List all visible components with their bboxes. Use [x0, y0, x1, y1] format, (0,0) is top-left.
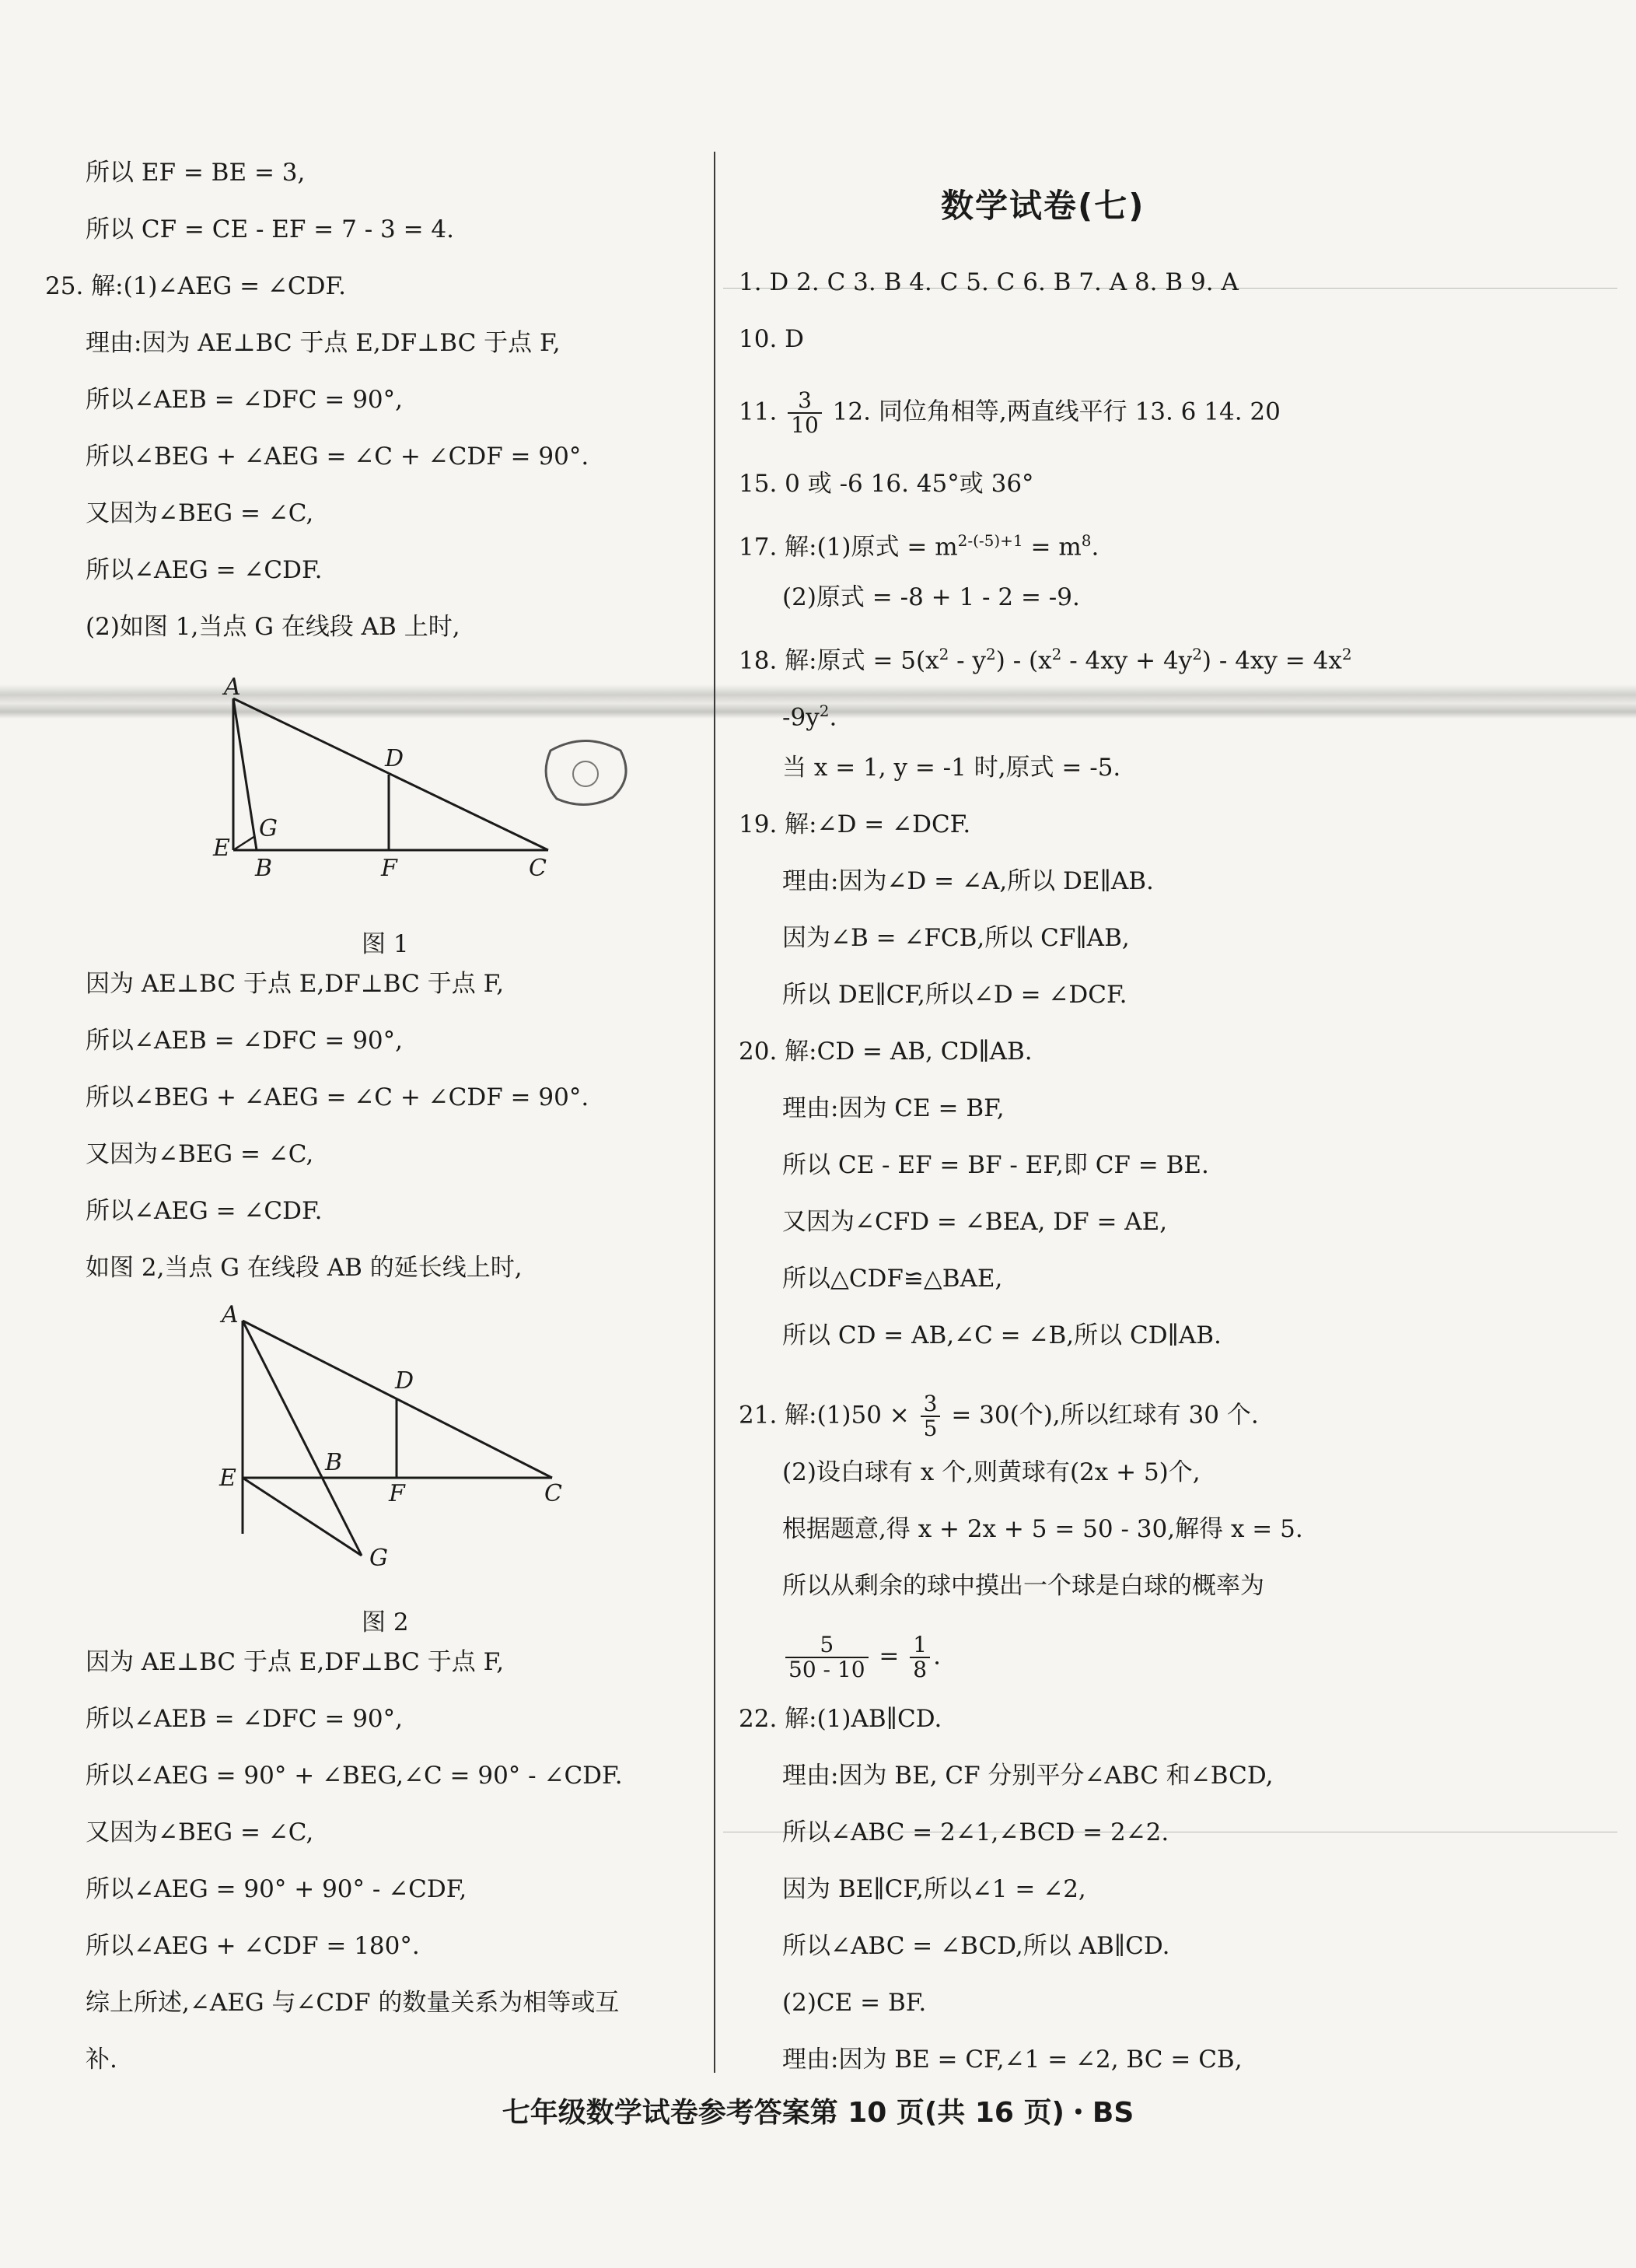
text-line: 所以∠ABC = 2∠1,∠BCD = 2∠2. — [782, 1818, 1169, 1846]
text-line: 理由:因为 BE, CF 分别平分∠ABC 和∠BCD, — [782, 1762, 1274, 1790]
figure-1-caption: 图 1 — [362, 930, 409, 958]
column-divider — [714, 152, 715, 2073]
fraction-denominator: 8 — [913, 1657, 928, 1682]
expr: 17. 解:(1)原式 = m — [739, 533, 958, 562]
text-line: 所以 CF = CE - EF = 7 - 3 = 4. — [86, 215, 455, 243]
text-line — [739, 639, 1352, 676]
figure-1-label: C — [529, 855, 547, 882]
figure-1-label: F — [381, 855, 397, 882]
figure-2-caption: 图 2 — [362, 1608, 409, 1636]
text-line: 又因为∠BEG = ∠C, — [86, 1140, 314, 1168]
text-line: 所以∠BEG + ∠AEG = ∠C + ∠CDF = 90°. — [86, 1083, 589, 1111]
text-line: 所以∠AEB = ∠DFC = 90°, — [86, 386, 403, 414]
expr-exponent: 2 — [1341, 645, 1352, 663]
page-title: 数学试卷(七) — [941, 187, 1145, 225]
figure-1-diagram — [194, 669, 568, 902]
expr: . — [1091, 533, 1099, 562]
fraction — [910, 1633, 930, 1682]
text-line: (2)如图 1,当点 G 在线段 AB 上时, — [86, 613, 460, 641]
fraction-denominator: 50 - 10 — [788, 1657, 865, 1682]
fraction — [788, 389, 822, 437]
text-line: 所以 EF = BE = 3, — [86, 159, 306, 187]
figure-1-label: E — [213, 835, 230, 862]
expr: 21. 解:(1)50 × — [739, 1401, 910, 1430]
text-line: 所以∠ABC = ∠BCD,所以 AB∥CD. — [782, 1932, 1170, 1960]
figure-1-label: B — [255, 855, 273, 882]
figure-1-label: G — [259, 815, 278, 842]
text-line: 因为 AE⊥BC 于点 E,DF⊥BC 于点 F, — [86, 970, 505, 998]
text-line — [739, 1392, 1259, 1440]
expr-exponent: 2 — [986, 645, 996, 663]
expr: - y — [949, 646, 987, 675]
expr: 18. 解:原式 = 5(x — [739, 646, 939, 675]
fraction-numerator: 3 — [921, 1392, 941, 1417]
text-line: 所以从剩余的球中摸出一个球是白球的概率为 — [782, 1572, 1264, 1600]
figure-1-label: D — [385, 745, 404, 772]
figure-1-label: A — [224, 674, 241, 701]
text-line — [739, 389, 1281, 437]
figure-2-label: F — [389, 1480, 405, 1507]
expr-exponent: 2 — [819, 702, 830, 720]
text-line: 理由:因为 AE⊥BC 于点 E,DF⊥BC 于点 F, — [86, 329, 561, 357]
text-line: 1. D 2. C 3. B 4. C 5. C 6. B 7. A 8. B 9. A — [739, 268, 1239, 296]
figure-2-label: B — [325, 1449, 343, 1476]
text-line: 所以 DE∥CF,所以∠D = ∠DCF. — [782, 981, 1127, 1009]
text-line: 因为 BE∥CF,所以∠1 = ∠2, — [782, 1875, 1086, 1903]
expr-exponent: 2 — [939, 645, 949, 663]
text-line: (2)设白球有 x 个,则黄球有(2x + 5)个, — [782, 1458, 1201, 1486]
text-line: 理由:因为 BE = CF,∠1 = ∠2, BC = CB, — [782, 2046, 1243, 2074]
text-line: 所以 CD = AB,∠C = ∠B,所以 CD∥AB. — [782, 1321, 1222, 1349]
figure-2-diagram — [202, 1299, 575, 1579]
expr-exponent: 2-(-5)+1 — [957, 531, 1023, 550]
expr: = m — [1030, 533, 1082, 562]
text-line: 如图 2,当点 G 在线段 AB 的延长线上时, — [86, 1254, 523, 1282]
expr: = — [879, 1642, 900, 1671]
text-line: 因为∠B = ∠FCB,所以 CF∥AB, — [782, 924, 1130, 952]
text-line: 综上所述,∠AEG 与∠CDF 的数量关系为相等或互 — [86, 1989, 620, 2017]
figure-2-label: E — [219, 1465, 236, 1492]
text-line: 因为 AE⊥BC 于点 E,DF⊥BC 于点 F, — [86, 1648, 505, 1676]
expr: - 4xy + 4y — [1061, 646, 1193, 675]
fraction — [921, 1392, 941, 1440]
text-line: 所以∠BEG + ∠AEG = ∠C + ∠CDF = 90°. — [86, 443, 589, 471]
text-line: 又因为∠BEG = ∠C, — [86, 499, 314, 527]
page-footer: 七年级数学试卷参考答案第 10 页(共 16 页)・BS — [502, 2097, 1134, 2129]
figure-2-label: G — [369, 1545, 388, 1572]
text-line: 19. 解:∠D = ∠DCF. — [739, 810, 971, 838]
text-line: 所以∠AEG = ∠CDF. — [86, 556, 323, 584]
text-line: (2)CE = BF. — [782, 1989, 927, 2017]
text-line: 所以∠AEG = 90° + 90° - ∠CDF, — [86, 1875, 467, 1903]
text-line: $-9y^2$. — [782, 702, 837, 732]
text-line: 根据题意,得 x + 2x + 5 = 50 - 30,解得 x = 5. — [782, 1515, 1303, 1543]
text-line: 理由:因为 CE = BF, — [782, 1094, 1005, 1122]
text-line: 所以∠AEB = ∠DFC = 90°, — [86, 1027, 403, 1055]
expr-exponent: 8 — [1081, 531, 1092, 550]
expr: ) - (x — [995, 646, 1052, 675]
text-line: 所以 CE - EF = BF - EF,即 CF = BE. — [782, 1151, 1209, 1179]
text-line: 25. 解:(1)∠AEG = ∠CDF. — [45, 272, 347, 300]
text-line: 又因为∠BEG = ∠C, — [86, 1818, 314, 1846]
fraction-numerator: 1 — [910, 1633, 930, 1658]
text-line: 所以∠AEG + ∠CDF = 180°. — [86, 1932, 420, 1960]
text-line: 22. 解:(1)AB∥CD. — [739, 1705, 942, 1733]
text-line — [782, 1633, 941, 1682]
expr: ) - 4xy = 4x — [1201, 646, 1342, 675]
stamp-logo — [535, 735, 636, 813]
fraction-numerator: 3 — [788, 389, 822, 414]
text-line: 10. D — [739, 325, 805, 353]
text-line: 所以△CDF≌△BAE, — [782, 1265, 1003, 1293]
text-line: (2)原式 = -8 + 1 - 2 = -9. — [782, 583, 1080, 611]
fraction-denominator: 10 — [791, 412, 819, 438]
text-line: 理由:因为∠D = ∠A,所以 DE∥AB. — [782, 867, 1154, 895]
text-line: 补. — [86, 2046, 117, 2074]
figure-2-label: C — [544, 1480, 562, 1507]
text-line — [739, 525, 1099, 562]
expr: -9y — [782, 703, 820, 732]
text-line: 当 x = 1, y = -1 时,原式 = -5. — [782, 754, 1121, 782]
answer-text: 12. 同位角相等,两直线平行 13. 6 14. 20 — [832, 397, 1281, 426]
text-line: 15. 0 或 -6 16. 45°或 36° — [739, 470, 1034, 498]
text-line: 又因为∠CFD = ∠BEA, DF = AE, — [782, 1208, 1168, 1236]
expr: . — [933, 1642, 941, 1671]
figure-2-label: A — [222, 1301, 239, 1328]
question-number: 11. — [739, 397, 778, 426]
fraction-numerator: 5 — [785, 1633, 869, 1658]
expr: = 30(个),所以红球有 30 个. — [951, 1401, 1259, 1430]
text-line: 20. 解:CD = AB, CD∥AB. — [739, 1038, 1033, 1066]
expr-exponent: 2 — [1051, 645, 1062, 663]
fraction-denominator: 5 — [923, 1416, 938, 1441]
expr-exponent: 2 — [1192, 645, 1202, 663]
text-line: 所以∠AEG = 90° + ∠BEG,∠C = 90° - ∠CDF. — [86, 1762, 623, 1790]
text-line: 所以∠AEB = ∠DFC = 90°, — [86, 1705, 403, 1733]
text-line: 所以∠AEG = ∠CDF. — [86, 1197, 323, 1225]
fraction — [785, 1633, 869, 1682]
figure-2-label: D — [395, 1367, 414, 1395]
